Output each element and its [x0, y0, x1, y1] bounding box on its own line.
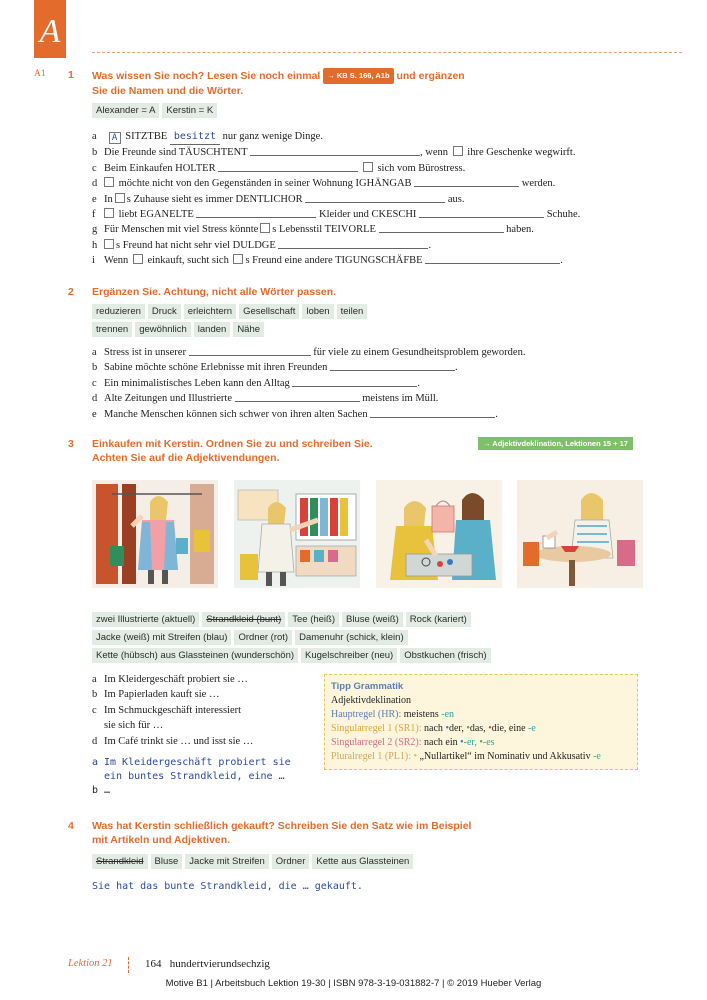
title-part: Was hat Kerstin schließlich gekauft? Schreiben Sie den Satz wie im Beispiel: [92, 820, 472, 832]
green-dot-icon: •: [479, 737, 483, 748]
answer-blank[interactable]: [292, 377, 417, 387]
blue-dot-icon: •: [460, 737, 464, 748]
answer-blank[interactable]: [414, 177, 519, 187]
item-text: werden.: [521, 178, 556, 190]
exercise-title: [92, 68, 465, 98]
item-letter: c: [92, 704, 97, 716]
tip-subtitle: Adjektivdeklination: [331, 695, 411, 706]
item-letter: b: [92, 147, 98, 159]
lesson-label: Lektion 21: [68, 958, 113, 969]
answer-text[interactable]: …: [104, 785, 111, 796]
green-dot-icon: •: [466, 723, 470, 734]
item-letter: c: [92, 162, 97, 174]
title-part: Was wissen Sie noch? Lesen Sie noch einmal: [92, 70, 321, 82]
example-answer: Sie hat das bunte Strandkleid, die … gekauft.: [92, 881, 363, 892]
item-a: [92, 345, 525, 360]
name-box[interactable]: A: [109, 132, 121, 144]
word-chip: Kette (hübsch) aus Glassteinen (wunderschön): [92, 648, 298, 663]
publisher-credit: Motive B1 | Arbeitsbuch Lektion 19-30 | ISBN 978-3-19-031882-7 | © 2019 Hueber Verlag: [165, 978, 542, 989]
item-d: [92, 176, 580, 191]
item-letter: d: [92, 393, 98, 405]
item-text: haben.: [506, 224, 534, 236]
tip-rule-sr2: [331, 736, 631, 750]
rule-ending: -es: [482, 737, 495, 748]
item-letter: b: [92, 689, 98, 701]
word-chip-used: Strandkleid (bunt): [202, 612, 285, 627]
word-chips: [92, 304, 367, 340]
clothing-shop-illustration: [92, 480, 218, 588]
item-text: .: [560, 255, 563, 267]
top-divider: [92, 52, 682, 53]
item-text: Alte Zeitungen und Illustrierte: [104, 393, 233, 405]
item-text: .: [495, 408, 498, 420]
rule-ending: -e: [528, 723, 536, 734]
rule-ending: -e: [593, 751, 601, 762]
stationery-shop-illustration: [234, 480, 360, 588]
page-number-words: hundertvierundsechzig: [169, 958, 270, 970]
word-chip: Tee (heiß): [288, 612, 339, 627]
item-text: Schuhe.: [546, 209, 581, 221]
item-text: s Lebensstil TEIVORLE: [272, 224, 376, 236]
item-letter: a: [92, 347, 97, 358]
exercise-title: Ergänzen Sie. Achtung, nicht alle Wörter passen.: [92, 286, 337, 298]
rule-text: „Nullartikel“ im Nominativ und Akkusativ: [419, 751, 591, 762]
item-letter: a: [92, 674, 97, 685]
name-box[interactable]: [233, 254, 243, 264]
item-text: s Freund hat nicht sehr viel DULDGE: [116, 239, 276, 251]
answer-blank[interactable]: [218, 162, 358, 172]
item-letter: i: [92, 255, 95, 267]
item-c: [92, 703, 253, 718]
answer-blank[interactable]: [235, 392, 360, 402]
item-c-cont: [92, 718, 253, 733]
answer-blank[interactable]: [196, 208, 316, 218]
title-part: mit Artikeln und Adjektiven.: [92, 834, 231, 846]
item-i: [92, 253, 580, 268]
exercise-number: 1: [68, 69, 74, 81]
answer-blank[interactable]: [330, 361, 455, 371]
word-chip: Druck: [148, 304, 181, 319]
item-text: Die Freunde sind TÄUSCHTENT: [104, 147, 248, 159]
answer-blank[interactable]: [305, 193, 445, 203]
item-chips: [92, 854, 413, 872]
item-text: .: [455, 362, 458, 374]
item-text: Stress ist in unserer: [104, 347, 186, 358]
item-letter: d: [92, 735, 98, 747]
word-chip: zwei Illustrierte (aktuell): [92, 612, 199, 627]
rule-ending: -er,: [463, 737, 477, 748]
section-tab: A: [34, 0, 66, 58]
rule-text: nach ein: [424, 737, 458, 748]
answer-letter: b: [92, 785, 99, 796]
word-chip: trennen: [92, 322, 132, 337]
footer-divider: [128, 957, 129, 973]
page-number-digits: 164: [145, 958, 162, 970]
item-letter: h: [92, 239, 98, 251]
exercise-title: [92, 819, 471, 847]
tip-rule-sr1: [331, 722, 631, 736]
item-text: In: [104, 193, 113, 205]
item-letter: g: [92, 224, 98, 236]
answer-blank[interactable]: [370, 408, 495, 418]
exercise-number: 3: [68, 438, 74, 450]
answer-blank[interactable]: [425, 254, 560, 264]
tip-rule-hr: [331, 708, 631, 722]
word-chip: Kugelschreiber (neu): [301, 648, 397, 663]
name-box[interactable]: [104, 239, 114, 249]
rule-text: der,: [448, 723, 464, 734]
item-c: [92, 376, 525, 391]
item-c: [92, 161, 580, 176]
kb-reference-link[interactable]: → KB S. 166, A1b: [323, 68, 393, 84]
name-chips: [92, 103, 217, 121]
word-chip: Bluse: [151, 854, 183, 869]
blue-dot-icon: •: [445, 723, 449, 734]
item-text: SITZTBE: [125, 131, 168, 142]
item-text: ihre Geschenke wegwirft.: [467, 147, 576, 159]
word-chip: loben: [302, 304, 333, 319]
answer-blank[interactable]: [419, 208, 544, 218]
item-text: Beim Einkaufen HOLTER: [104, 162, 216, 174]
item-text: Im Papierladen kauft sie …: [104, 689, 220, 701]
rule-label: Singularregel 2 (SR2):: [331, 737, 422, 748]
word-chip: teilen: [337, 304, 368, 319]
rule-label: Hauptregel (HR):: [331, 709, 402, 720]
word-chip: Damenuhr (schick, klein): [295, 630, 408, 645]
word-chip: Obstkuchen (frisch): [400, 648, 490, 663]
item-d: [92, 391, 525, 406]
item-a: [92, 672, 253, 687]
answer-text: ein buntes Strandkleid, eine …: [104, 771, 285, 782]
example-answer: [92, 756, 291, 798]
answer-text: Im Kleidergeschäft probiert sie: [104, 757, 291, 768]
item-g: [92, 222, 580, 237]
adjective-chips: [92, 612, 491, 666]
item-text: meistens im Müll.: [362, 393, 439, 405]
item-text: s Freund eine andere TIGUNGSCHÄFBE: [245, 255, 423, 267]
item-letter: e: [92, 193, 97, 205]
word-chip: reduzieren: [92, 304, 145, 319]
item-text: .: [417, 377, 421, 389]
answer-blank[interactable]: besitzt: [170, 129, 220, 145]
tip-title: Tipp Grammatik: [331, 681, 404, 692]
exercise-1-items: [92, 129, 580, 269]
item-letter: a: [92, 131, 97, 142]
rule-text: das,: [469, 723, 486, 734]
item-text: Im Café trinkt sie … und isst sie …: [104, 735, 254, 747]
item-e: [92, 192, 580, 207]
item-text: Ein minimalistisches Leben kann den Alltag: [104, 377, 290, 389]
word-chip: Nähe: [233, 322, 264, 337]
item-a: [92, 129, 580, 145]
red-dot-icon: •: [488, 723, 492, 734]
item-text: Sabine möchte schöne Erlebnisse mit ihren Freunden: [104, 362, 328, 374]
item-d: [92, 734, 253, 749]
word-chip: erleichtern: [184, 304, 236, 319]
exercise-3-items: [92, 672, 253, 749]
rule-text: die, eine: [491, 723, 526, 734]
exercise-2-items: [92, 345, 525, 422]
word-chip: Kette aus Glassteinen: [312, 854, 413, 869]
item-text: , wenn: [420, 147, 449, 159]
item-text: sich vom Bürostress.: [377, 162, 466, 174]
exercise-number: 4: [68, 820, 74, 832]
item-b: [92, 687, 253, 702]
rule-text: meistens: [403, 709, 439, 720]
word-chip: Jacke mit Streifen: [185, 854, 269, 869]
item-text: s Zuhause sieht es immer DENTLICHOR: [126, 193, 303, 205]
item-b: [92, 360, 525, 375]
name-box[interactable]: [453, 146, 463, 156]
item-text: Kleider und CKESCHI: [319, 209, 417, 221]
item-letter: b: [92, 362, 98, 374]
item-letter: c: [92, 377, 97, 389]
tip-rule-pl1: [331, 750, 631, 764]
jewellery-shop-illustration: [376, 480, 502, 588]
word-chip: Rock (kariert): [406, 612, 471, 627]
answer-blank[interactable]: [278, 239, 428, 249]
item-text: Wenn: [104, 255, 129, 267]
item-letter: e: [92, 408, 97, 420]
word-chip: Alexander = A: [92, 103, 159, 118]
item-text: .: [428, 239, 432, 251]
item-text: Im Schmuckgeschäft interessiert: [104, 704, 242, 716]
item-letter: d: [92, 178, 98, 190]
item-text: einkauft, sucht sich: [147, 255, 229, 267]
rule-label: Singularregel 1 (SR1):: [331, 723, 422, 734]
item-text: Für Menschen mit viel Stress könnte: [104, 224, 259, 236]
answer-blank[interactable]: [189, 346, 311, 356]
name-box[interactable]: [104, 208, 114, 218]
answer-line: [92, 770, 291, 784]
title-part: und ergänzen: [396, 70, 465, 82]
answer-blank[interactable]: [250, 146, 420, 156]
rule-ending: -en: [441, 709, 455, 720]
item-text: nur ganz wenige Dinge.: [222, 131, 323, 142]
item-f: [92, 207, 580, 222]
answer-blank[interactable]: [379, 223, 504, 233]
item-text: sie sich für …: [104, 720, 164, 732]
item-text: Im Kleidergeschäft probiert sie …: [104, 674, 248, 685]
item-text: Manche Menschen können sich schwer von ihren alten Sachen: [104, 408, 368, 420]
item-e: [92, 407, 525, 422]
item-letter: f: [92, 209, 96, 221]
title-part: Einkaufen mit Kerstin. Ordnen Sie zu und schreiben Sie.: [92, 438, 373, 450]
answer-line: [92, 756, 291, 770]
exercise-title: [92, 437, 373, 465]
name-box[interactable]: [260, 223, 270, 233]
name-box[interactable]: [363, 162, 373, 172]
item-text: möchte nicht von den Gegenständen in seiner Wohnung IGHÄNGAB: [118, 178, 412, 190]
item-text: aus.: [447, 193, 465, 205]
name-box[interactable]: [115, 193, 125, 203]
item-b: [92, 145, 580, 160]
rule-text: nach: [424, 723, 443, 734]
yellow-dot-icon: •: [413, 751, 417, 762]
name-box[interactable]: [104, 177, 114, 187]
name-box[interactable]: [133, 254, 143, 264]
item-h: [92, 238, 580, 253]
answer-line: [92, 784, 291, 798]
word-chip-used: Strandkleid: [92, 854, 148, 869]
word-chip: landen: [194, 322, 231, 337]
level-label: A1: [34, 69, 46, 79]
word-chip: Jacke (weiß) mit Streifen (blau): [92, 630, 231, 645]
page-number: [145, 958, 270, 970]
word-chip: Kerstin = K: [162, 103, 217, 118]
cafe-illustration: [517, 480, 643, 588]
answer-letter: a: [92, 757, 99, 768]
grammar-tip-box: [324, 674, 638, 770]
exercise-number: 2: [68, 286, 74, 298]
word-chip: gewöhnlich: [135, 322, 191, 337]
item-text: für viele zu einem Gesundheitsproblem geworden.: [313, 347, 526, 358]
grammar-reference-link[interactable]: → Adjektivdeklination, Lektionen 15 + 17: [478, 437, 633, 450]
title-part: Sie die Namen und die Wörter.: [92, 85, 244, 97]
title-part: Achten Sie auf die Adjektivendungen.: [92, 452, 280, 464]
word-chip: Gesellschaft: [239, 304, 299, 319]
word-chip: Ordner: [272, 854, 310, 869]
rule-label: Pluralregel 1 (PL1):: [331, 751, 411, 762]
word-chip: Bluse (weiß): [342, 612, 403, 627]
item-text: liebt EGANELTE: [118, 209, 194, 221]
word-chip: Ordner (rot): [234, 630, 292, 645]
